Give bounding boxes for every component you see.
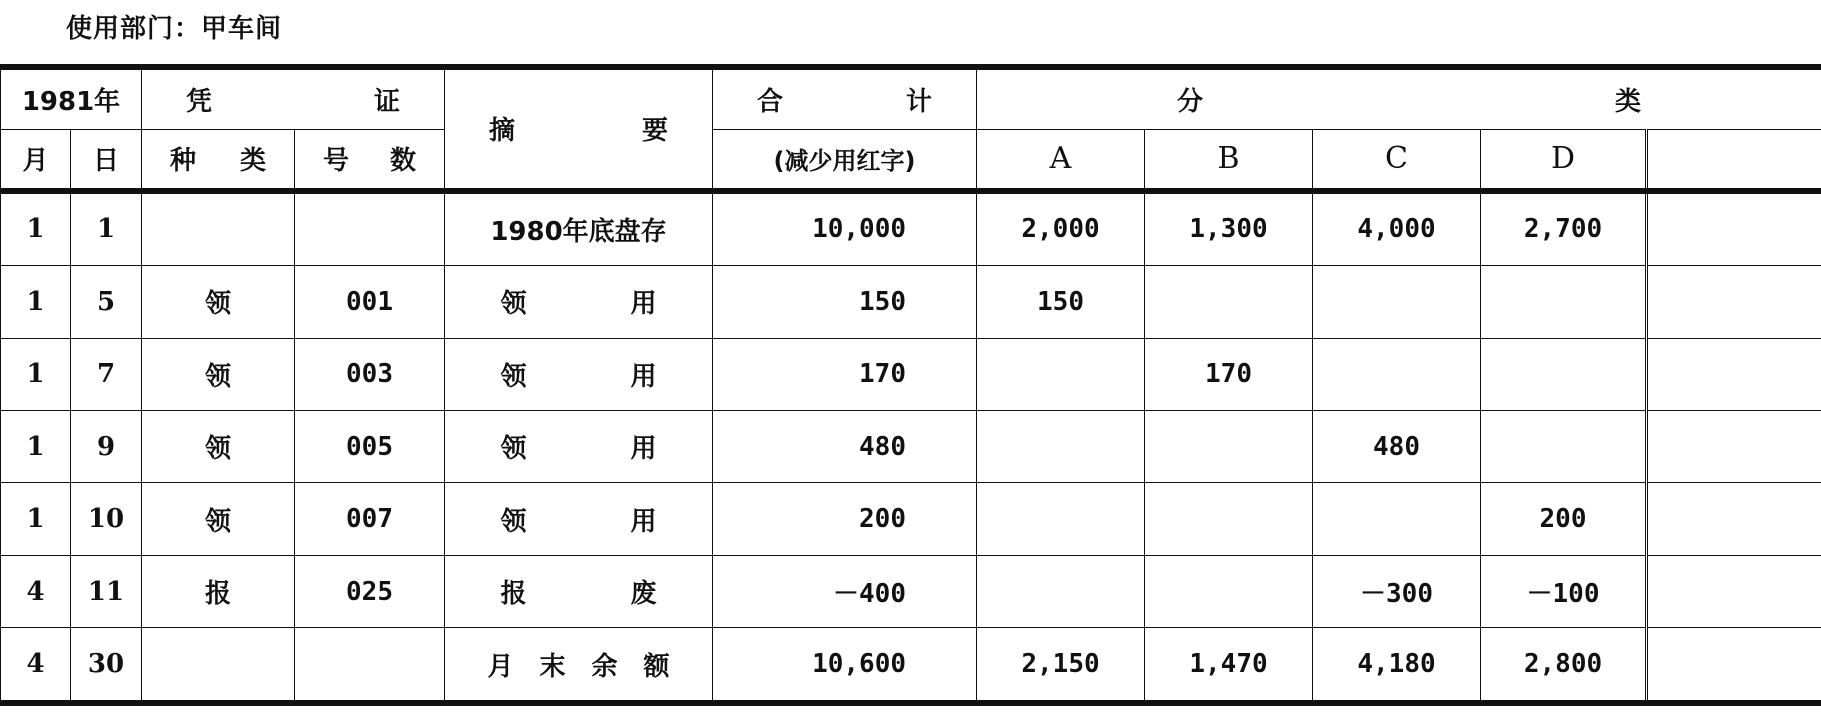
- row-col-b: [1145, 555, 1313, 627]
- row-total: 10,600: [713, 628, 977, 703]
- row-summary: 领 用: [445, 483, 713, 555]
- row-col-d: 2,700: [1481, 191, 1647, 266]
- row-voucher-number: [295, 628, 445, 703]
- row-voucher-number: 025: [295, 555, 445, 627]
- year-header: 1981年: [1, 67, 142, 130]
- row-col-a: 150: [977, 266, 1145, 338]
- row-voucher-number: 007: [295, 483, 445, 555]
- row-blank-col: [1647, 338, 1821, 410]
- row-col-b: 1,470: [1145, 628, 1313, 703]
- row-col-a: [977, 555, 1145, 627]
- row-day: 1: [71, 191, 142, 266]
- row-month: 1: [1, 266, 71, 338]
- month-header: 月: [1, 130, 71, 191]
- row-col-c: 4,180: [1313, 628, 1481, 703]
- row-voucher-number: 003: [295, 338, 445, 410]
- row-summary: 报 废: [445, 555, 713, 627]
- table-row: [1, 628, 1821, 703]
- department-label: 使用部门：甲车间: [66, 14, 283, 44]
- row-col-a: [977, 483, 1145, 555]
- summary-header: 摘 要: [445, 67, 713, 191]
- col-c-header: C: [1313, 130, 1481, 191]
- row-blank-col: [1647, 266, 1821, 338]
- row-col-b: [1145, 410, 1313, 482]
- type-header: 种 类: [142, 130, 295, 191]
- col-a-header: A: [977, 130, 1145, 191]
- row-month: 1: [1, 191, 71, 266]
- row-col-d: 200: [1481, 483, 1647, 555]
- row-col-c: 4,000: [1313, 191, 1481, 266]
- row-voucher-type: 领: [142, 483, 295, 555]
- row-day: 5: [71, 266, 142, 338]
- table-row: [1, 191, 1821, 266]
- row-month: 1: [1, 483, 71, 555]
- row-summary: 领 用: [445, 338, 713, 410]
- row-voucher-type: [142, 628, 295, 703]
- row-voucher-type: 报: [142, 555, 295, 627]
- row-voucher-type: 领: [142, 338, 295, 410]
- row-month: 4: [1, 628, 71, 703]
- table-row: [1, 555, 1821, 627]
- table-row: [1, 483, 1821, 555]
- row-col-b: [1145, 266, 1313, 338]
- row-col-b: [1145, 483, 1313, 555]
- day-header: 日: [71, 130, 142, 191]
- row-col-a: [977, 410, 1145, 482]
- row-voucher-type: 领: [142, 410, 295, 482]
- row-voucher-type: [142, 191, 295, 266]
- row-blank-col: [1647, 555, 1821, 627]
- row-col-c: [1313, 266, 1481, 338]
- table-row: [1, 266, 1821, 338]
- row-blank-col: [1647, 191, 1821, 266]
- row-summary: 月 末 余 额: [445, 628, 713, 703]
- ledger-table: [0, 64, 1821, 706]
- col-b-header: B: [1145, 130, 1313, 191]
- table-row: [1, 410, 1821, 482]
- row-day: 7: [71, 338, 142, 410]
- row-total: 170: [713, 338, 977, 410]
- number-header: 号 数: [295, 130, 445, 191]
- row-month: 1: [1, 410, 71, 482]
- row-month: 4: [1, 555, 71, 627]
- row-col-d: [1481, 338, 1647, 410]
- row-col-d: －100: [1481, 555, 1647, 627]
- row-day: 9: [71, 410, 142, 482]
- row-total: 10,000: [713, 191, 977, 266]
- row-col-a: 2,000: [977, 191, 1145, 266]
- table-row: [1, 338, 1821, 410]
- blank-col-header: [1647, 130, 1821, 191]
- category-header: 分 类: [977, 67, 1821, 130]
- row-voucher-type: 领: [142, 266, 295, 338]
- row-col-b: 170: [1145, 338, 1313, 410]
- total-header: 合 计: [713, 67, 977, 130]
- row-col-c: 480: [1313, 410, 1481, 482]
- row-blank-col: [1647, 483, 1821, 555]
- row-col-b: 1,300: [1145, 191, 1313, 266]
- row-voucher-number: 005: [295, 410, 445, 482]
- row-month: 1: [1, 338, 71, 410]
- total-note-header: (减少用红字): [713, 130, 977, 191]
- row-voucher-number: [295, 191, 445, 266]
- row-blank-col: [1647, 628, 1821, 703]
- row-summary: 1980年底盘存: [445, 191, 713, 266]
- row-voucher-number: 001: [295, 266, 445, 338]
- col-d-header: D: [1481, 130, 1647, 191]
- row-total: －400: [713, 555, 977, 627]
- row-total: 200: [713, 483, 977, 555]
- row-total: 480: [713, 410, 977, 482]
- row-col-c: －300: [1313, 555, 1481, 627]
- row-col-d: [1481, 410, 1647, 482]
- row-day: 10: [71, 483, 142, 555]
- row-day: 30: [71, 628, 142, 703]
- row-total: 150: [713, 266, 977, 338]
- row-summary: 领 用: [445, 266, 713, 338]
- voucher-header: 凭 证: [142, 67, 445, 130]
- row-day: 11: [71, 555, 142, 627]
- row-blank-col: [1647, 410, 1821, 482]
- row-summary: 领 用: [445, 410, 713, 482]
- row-col-d: 2,800: [1481, 628, 1647, 703]
- row-col-a: 2,150: [977, 628, 1145, 703]
- row-col-a: [977, 338, 1145, 410]
- row-col-c: [1313, 338, 1481, 410]
- row-col-c: [1313, 483, 1481, 555]
- row-col-d: [1481, 266, 1647, 338]
